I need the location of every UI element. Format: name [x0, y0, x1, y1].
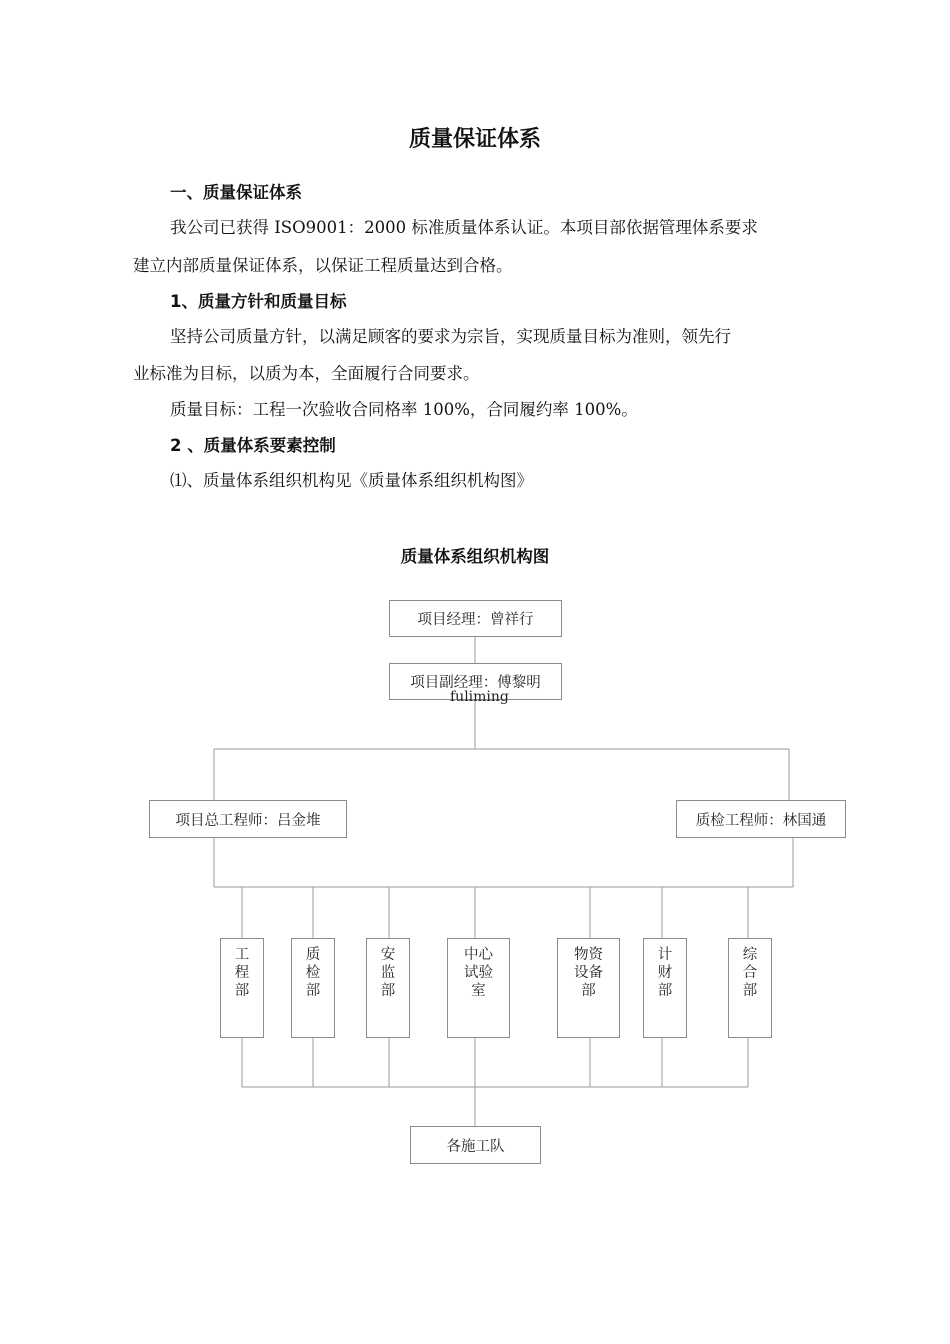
node-project-manager-label: 项目经理：曾祥行: [417, 612, 534, 628]
dept-lab-line-1: 中心: [464, 947, 493, 963]
section-heading-3: 2 、质量体系要素控制: [170, 436, 336, 455]
dept-engineering-line-1: 工: [234, 947, 250, 963]
dept-materials-line-2: 设备: [574, 965, 603, 981]
org-chart-title: 质量体系组织机构图: [400, 547, 550, 566]
dept-materials-line-3: 部: [581, 983, 596, 999]
node-construction-teams-label: 各施工队: [446, 1138, 505, 1155]
dept-quality-line-3: 部: [305, 983, 321, 999]
dept-quality-line-2: 检: [305, 965, 321, 981]
dept-engineering-line-2: 程: [234, 965, 250, 981]
paragraph-3: 质量目标：工程一次验收合同格率 100%，合同履约率 100%。: [170, 400, 638, 419]
dept-quality-line-1: 质: [305, 947, 321, 963]
node-chief-engineer-label: 项目总工程师：吕金堆: [175, 812, 321, 829]
node-chief-engineer: [149, 800, 347, 838]
node-deputy-manager-sublabel: fuliming: [450, 689, 509, 705]
dept-safety-line-2: 监: [380, 965, 396, 981]
dept-lab-line-3: 室: [471, 983, 486, 999]
dept-general-line-2: 合: [742, 965, 758, 981]
paragraph-4: ⑴、质量体系组织机构见《质量体系组织机构图》: [170, 471, 533, 490]
dept-finance-line-1: 计: [657, 947, 673, 963]
section-heading-2: 1、质量方针和质量目标: [170, 292, 347, 311]
dept-finance-box: [643, 938, 687, 1038]
dept-materials-box: [557, 938, 620, 1038]
dept-general-line-1: 综: [742, 947, 758, 963]
document-title: 质量保证体系: [408, 127, 541, 152]
dept-safety-line-1: 安: [380, 947, 396, 963]
paragraph-2-line-1: 坚持公司质量方针，以满足顾客的要求为宗旨，实现质量目标为准则，领先行: [170, 327, 731, 346]
dept-general-box: [728, 938, 772, 1038]
dept-finance-line-2: 财: [657, 965, 673, 981]
dept-materials-line-1: 物资: [574, 947, 603, 963]
node-qc-engineer: [676, 800, 846, 838]
dept-safety-box: [366, 938, 410, 1038]
paragraph-1-line-1: 我公司已获得 ISO9001：2000 标准质量体系认证。本项目部依据管理体系要求: [170, 218, 758, 237]
dept-lab-line-2: 试验: [464, 965, 493, 981]
dept-quality-box: [291, 938, 335, 1038]
node-project-manager: [389, 600, 562, 637]
section-heading-1: 一、质量保证体系: [170, 183, 302, 202]
dept-engineering-line-3: 部: [234, 983, 250, 999]
dept-lab-box: [447, 938, 510, 1038]
paragraph-1-line-2: 建立内部质量保证体系，以保证工程质量达到合格。: [133, 256, 513, 275]
dept-engineering-box: [220, 938, 264, 1038]
node-deputy-manager-label: 项目副经理：傅黎明: [410, 675, 541, 691]
node-construction-teams: [410, 1126, 541, 1164]
dept-finance-line-3: 部: [657, 983, 673, 999]
dept-safety-line-3: 部: [380, 983, 396, 999]
dept-general-line-3: 部: [742, 983, 758, 999]
paragraph-2-line-2: 业标准为目标，以质为本，全面履行合同要求。: [133, 364, 480, 383]
node-qc-engineer-label: 质检工程师：林国通: [695, 812, 827, 829]
